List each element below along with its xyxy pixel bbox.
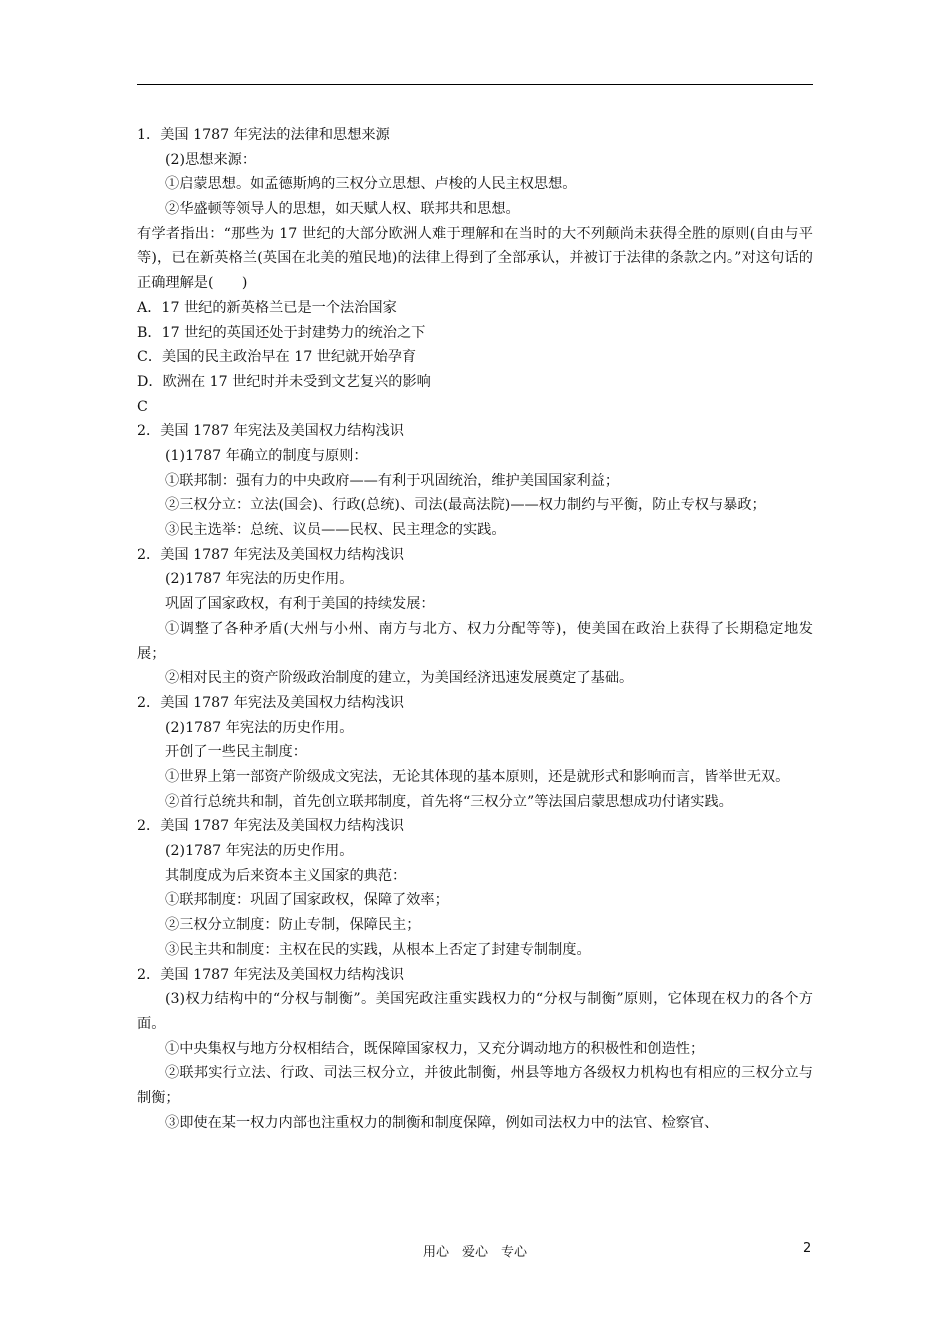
text-line: (1)1787 年确立的制度与原则： — [165, 447, 368, 464]
text-line: A．17 世纪的新英格兰已是一个法治国家 — [137, 299, 397, 316]
text-line: 2．美国 1787 年宪法及美国权力结构浅识 — [137, 818, 404, 835]
text-line: D．欧洲在 17 世纪时并未受到文艺复兴的影响 — [137, 373, 431, 390]
text-line: ③即使在某一权力内部也注重权力的制衡和制度保障，例如司法权力中的法官、检察官、 — [165, 1114, 719, 1131]
page-number: 2 — [803, 1241, 812, 1256]
text-line: (2)1787 年宪法的历史作用。 — [165, 719, 354, 736]
text-line: ②华盛顿等领导人的思想，如天赋人权、联邦共和思想。 — [165, 201, 520, 218]
footer-motto: 用心 爱心 专心 — [422, 1245, 527, 1260]
text-line: 开创了一些民主制度： — [165, 744, 307, 761]
text-line: ②三权分立制度：防止专制，保障民主； — [165, 917, 421, 934]
text-line: C — [137, 398, 148, 415]
text-line: 其制度成为后来资本主义国家的典范： — [165, 867, 407, 884]
document-body — [137, 123, 813, 1135]
text-line: ①调整了各种矛盾(大州与小州、南方与北方、权力分配等等)，使美国在政治上获得了长期稳定地发展； — [137, 620, 813, 662]
text-line: 有学者指出：“那些为 17 世纪的大部分欧洲人难于理解和在当时的大不列颠尚未获得全胜的原则(自由与平等)，已在新英格兰(英国在北美的殖民地)的法律上得到了全部承认，并被订于法律的条款之内。”对这句话的正确理解是( ) — [137, 225, 813, 292]
text-line: ①联邦制度：巩固了国家政权，保障了效率； — [165, 892, 449, 909]
text-line: (2)思想来源： — [165, 151, 257, 168]
text-line: ①启蒙思想。如孟德斯鸠的三权分立思想、卢梭的人民主权思想。 — [165, 176, 577, 193]
text-line: B．17 世纪的英国还处于封建势力的统治之下 — [137, 324, 426, 341]
text-line: 2．美国 1787 年宪法及美国权力结构浅识 — [137, 423, 404, 440]
text-line: ②三权分立：立法(国会)、行政(总统)、司法(最高法院)——权力制约与平衡，防止专权与暴政； — [165, 497, 766, 514]
text-line: ③民主选举：总统、议员——民权、民主理念的实践。 — [165, 522, 506, 539]
text-line: 2．美国 1787 年宪法及美国权力结构浅识 — [137, 546, 404, 563]
text-line: (2)1787 年宪法的历史作用。 — [165, 843, 354, 860]
text-line: 2．美国 1787 年宪法及美国权力结构浅识 — [137, 694, 404, 711]
text-line: 2．美国 1787 年宪法及美国权力结构浅识 — [137, 966, 404, 983]
text-line: ①中央集权与地方分权相结合，既保障国家权力，又充分调动地方的积极性和创造性； — [165, 1040, 705, 1057]
text-line: ②联邦实行立法、行政、司法三权分立，并彼此制衡，州县等地方各级权力机构也有相应的三权分立与制衡； — [137, 1065, 813, 1106]
text-line: (3)权力结构中的“分权与制衡”。美国宪政注重实践权力的“分权与制衡”原则，它体现在权力的各个方面。 — [137, 991, 813, 1032]
text-line: 1．美国 1787 年宪法的法律和思想来源 — [137, 127, 390, 143]
text-line: (2)1787 年宪法的历史作用。 — [165, 571, 354, 588]
text-line: C．美国的民主政治早在 17 世纪就开始孕育 — [137, 349, 417, 366]
text-line: ②相对民主的资产阶级政治制度的建立，为美国经济迅速发展奠定了基础。 — [165, 670, 634, 687]
text-line: 巩固了国家政权，有利于美国的持续发展： — [165, 596, 435, 613]
text-line: ①世界上第一部资产阶级成文宪法，无论其体现的基本原则，还是就形式和影响而言，皆举世无双。 — [165, 768, 790, 785]
text-line: ②首行总统共和制，首先创立联邦制度，首先将“三权分立”等法国启蒙思想成功付诸实践。 — [165, 793, 733, 810]
text-line: ①联邦制：强有力的中央政府——有利于巩固统治，维护美国国家利益； — [165, 472, 620, 489]
text-line: ③民主共和制度：主权在民的实践，从根本上否定了封建专制制度。 — [165, 941, 591, 958]
header-rule — [137, 84, 813, 85]
